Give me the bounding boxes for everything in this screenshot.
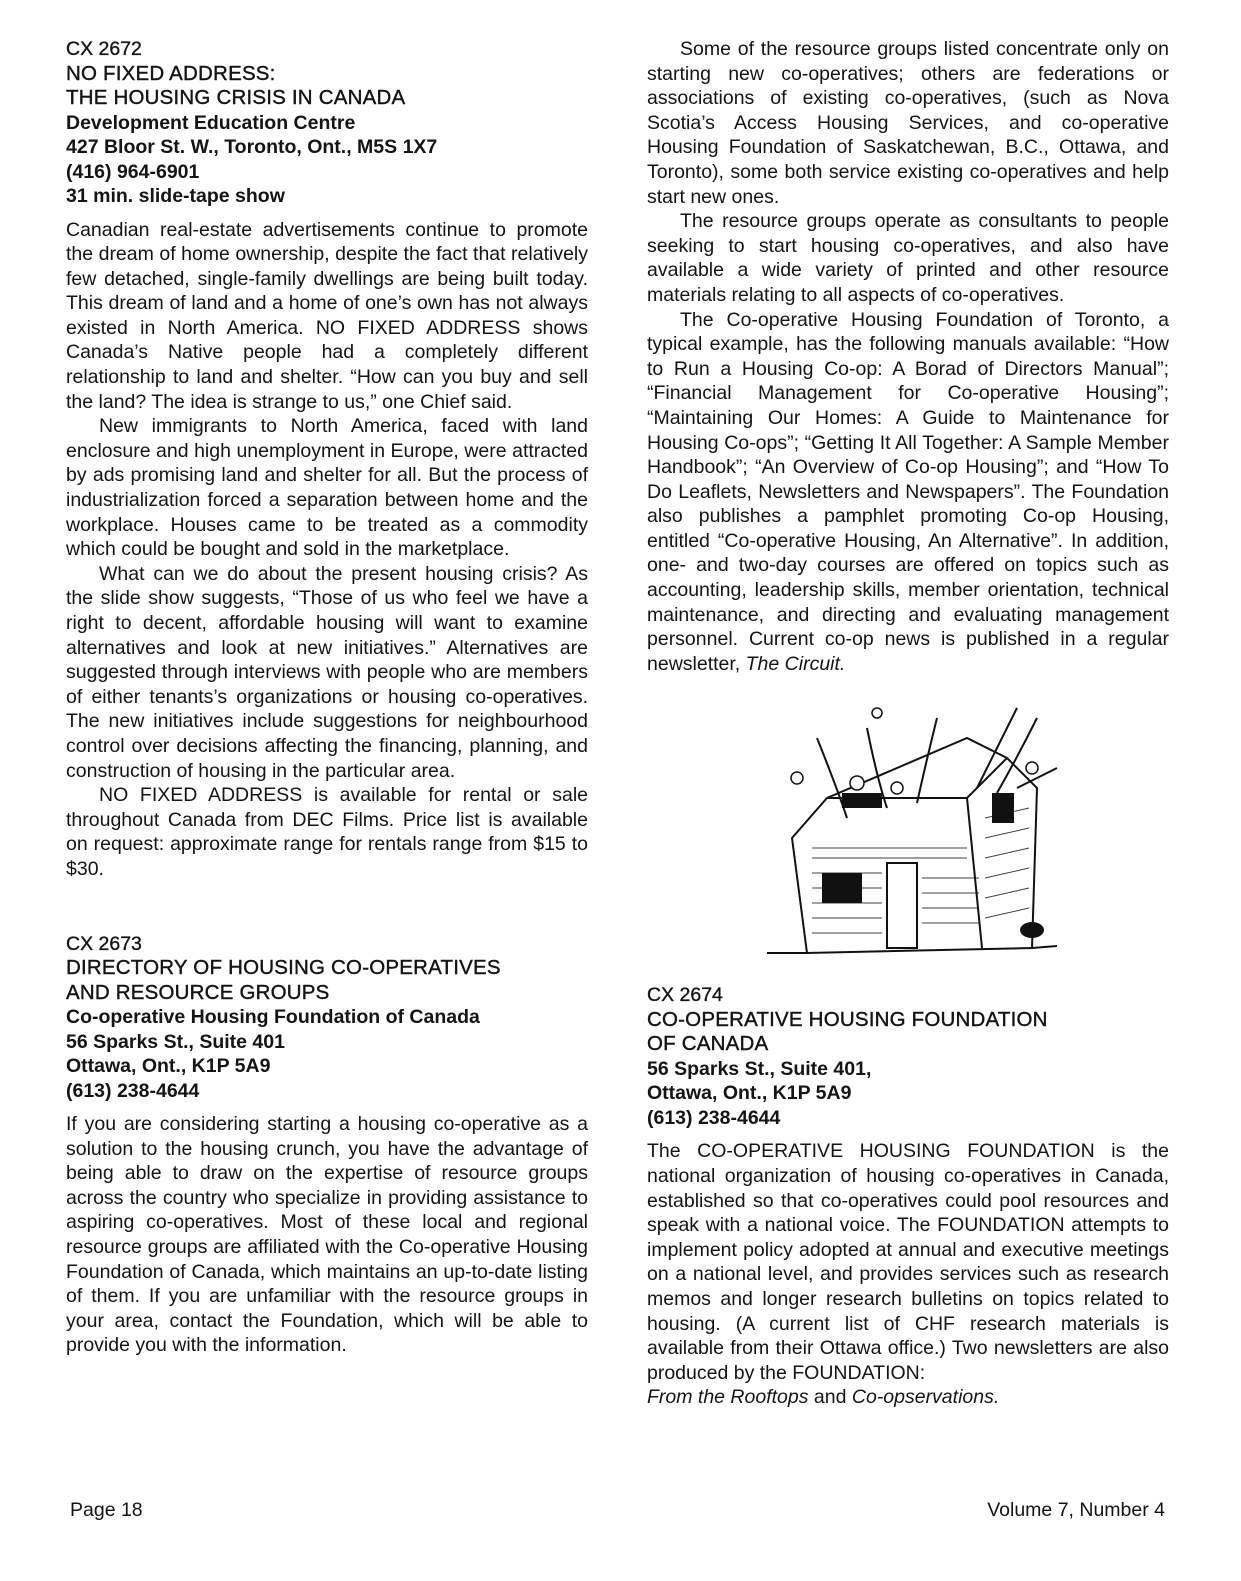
house-illustration bbox=[767, 698, 1067, 968]
volume-number: Volume 7, Number 4 bbox=[987, 1499, 1165, 1521]
entry-cx2673 bbox=[66, 932, 588, 1358]
entry-organization: Co-operative Housing Foundation of Canada bbox=[66, 1006, 480, 1029]
entry-code: CX 2674 bbox=[647, 984, 723, 1007]
paragraph: Canadian real-estate advertisements continue to promote the dream of home ownership, despite the fact that relatively few detached, single-family dwellings are being built today. This dream of land and a home of one’s own has not always existed in North America. NO FIXED ADDRESS shows Canada’s Native people had a completely different relationship to land and shelter. “How can you buy and sell the land? The idea is strange to us,” one Chief said. bbox=[66, 218, 588, 413]
right-column bbox=[647, 37, 1169, 1410]
entry-code: CX 2672 bbox=[66, 38, 142, 60]
paragraph: Some of the resource groups listed concentrate only on starting new co-operatives; others are federations or associations of existing co-operatives, (such as Nova Scotia’s Access Housing Services, and co-operative Housing Foundation of Saskatchewan, B.C., Ottawa, and Toronto), some both service existing co-operatives and help start new ones. bbox=[647, 38, 1169, 208]
page-number: Page 18 bbox=[70, 1499, 143, 1521]
paragraph: The resource groups operate as consultants to people seeking to start housing co-operatives, and also have available a wide variety of printed and other resource materials relating to all aspects of co-operatives. bbox=[647, 210, 1169, 306]
entry-title: AND RESOURCE GROUPS bbox=[66, 980, 330, 1004]
entry-phone: (416) 964-6901 bbox=[66, 160, 200, 183]
entry-phone: (613) 238-4644 bbox=[66, 1079, 200, 1102]
paragraph bbox=[647, 308, 1169, 677]
entry-cx2674 bbox=[647, 983, 1169, 1410]
entry-cx2673-continued bbox=[647, 37, 1169, 676]
paragraph-text: The Co-operative Housing Foundation of Toronto, a typical example, has the following manuals available: “How to Run a Housing Co-op: A Borad of Directors Manual”; “Financial Management for Co-operative Housing”; “Maintaining Our Homes: A Guide to Maintenance for Housing Co-ops”; “Getting It All Together: A Sample Member Handbook”; “An Overview of Co-op Housing”; and “How To Do Leaflets, Newsletters and Newspapers”. The Foundation also publishes a pamphlet promoting Co-op Housing, entitled “Co-operative Housing, An Alternative”. In addition, one- and two-day courses are offered on topics such as accounting, leadership skills, member orientation, technical maintenance, and directing and evaluating management personnel. Current co-op news is published in a regular newsletter, bbox=[647, 308, 1169, 675]
entry-code: CX 2673 bbox=[66, 932, 142, 955]
left-column bbox=[66, 37, 588, 1358]
paragraph-newsletters bbox=[647, 1385, 1169, 1410]
newsletter-title: From the Rooftops bbox=[647, 1386, 809, 1409]
entry-title: OF CANADA bbox=[647, 1032, 769, 1056]
entry-address: 56 Sparks St., Suite 401 bbox=[66, 1030, 285, 1053]
paragraph: If you are considering starting a housing co-operative as a solution to the housing crunch, you have the advantage of being able to draw on the expertise of resource groups across the country who specialize in providing assistance to aspiring co-operatives. Most of these local and regional resource groups are affiliated with the Co-operative Housing Foundation of Canada, which maintains an up-to-date listing of them. If you are unfamiliar with the resource groups in your area, contact the Foundation, which will be able to provide you with the information. bbox=[66, 1113, 588, 1357]
paragraph: NO FIXED ADDRESS is available for rental or sale throughout Canada from DEC Films. Price list is available on request: approximate range for rentals range from $15 to $30. bbox=[66, 784, 588, 880]
entry-title: DIRECTORY OF HOUSING CO-OPERATIVES bbox=[66, 956, 501, 980]
entry-title: NO FIXED ADDRESS: bbox=[66, 61, 276, 85]
entry-organization: Development Education Centre bbox=[66, 111, 356, 134]
entry-address: 56 Sparks St., Suite 401, bbox=[647, 1057, 872, 1080]
entry-address: 427 Bloor St. W., Toronto, Ont., M5S 1X7 bbox=[66, 136, 438, 158]
newsletter-title: The Circuit. bbox=[745, 652, 846, 675]
paragraph: The CO-OPERATIVE HOUSING FOUNDATION is the national organization of housing co-operatives in Canada, established so that co-operatives could pool resources and speak with a national voice. The FOUNDATION attempts to implement policy adopted at annual and executive meetings on a national level, and provides services such as research memos and longer research bulletins on topics related to housing. (A current list of CHF research materials is available from their Ottawa office.) Two newsletters are also produced by the FOUNDATION: bbox=[647, 1140, 1169, 1384]
entry-title: THE HOUSING CRISIS IN CANADA bbox=[66, 86, 406, 109]
conjunction: and bbox=[808, 1386, 852, 1409]
entry-phone: (613) 238-4644 bbox=[647, 1106, 781, 1129]
entry-cx2672 bbox=[66, 37, 588, 882]
newsletter-title: Co-opservations. bbox=[851, 1386, 1000, 1409]
paragraph: New immigrants to North America, faced with land enclosure and high unemployment in Europe, were attracted by ads promising land and shelter for all. But the process of industrialization forced a separation between home and the workplace. Houses came to be treated as a commodity which could be bought and sold in the marketplace. bbox=[66, 415, 588, 561]
entry-address: Ottawa, Ont., K1P 5A9 bbox=[66, 1055, 271, 1078]
entry-format: 31 min. slide-tape show bbox=[66, 185, 285, 207]
entry-title: CO-OPERATIVE HOUSING FOUNDATION bbox=[647, 1007, 1048, 1031]
paragraph: What can we do about the present housing crisis? As the slide show suggests, “Those of us who feel we have a right to decent, affordable housing will want to examine alternatives and look at new initiatives.” Alternatives are suggested through interviews with people who are members of either tenants’s organizations or housing co-operatives. The new initiatives include suggestions for neighbourhood control over decisions affecting the financing, planning, and construction of housing in the particular area. bbox=[66, 562, 588, 782]
entry-address: Ottawa, Ont., K1P 5A9 bbox=[647, 1082, 852, 1105]
